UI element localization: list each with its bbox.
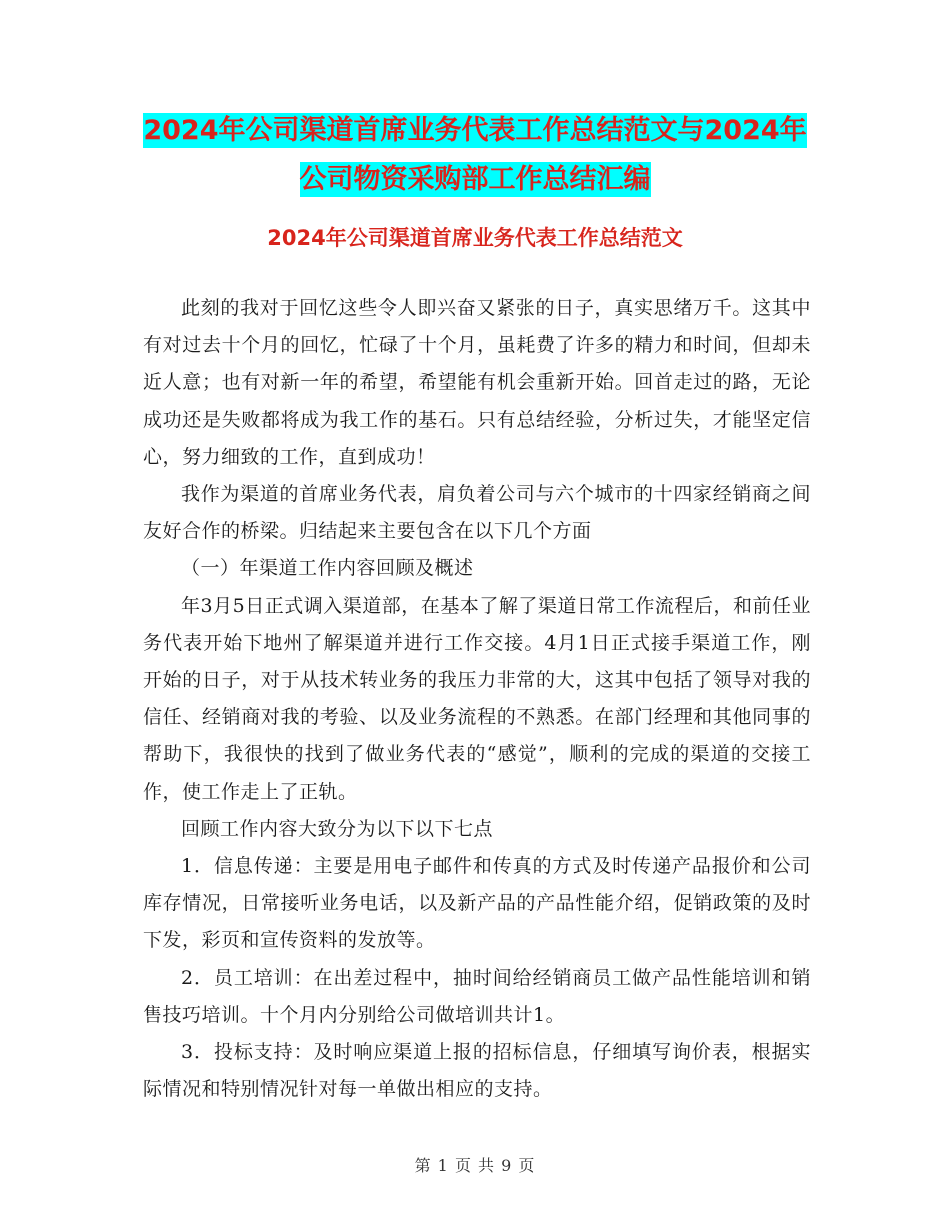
paragraph: 年3月5日正式调入渠道部，在基本了解了渠道日常工作流程后，和前任业务代表开始下地州了解渠道并进行工作交接。4月1日正式接手渠道工作，刚开始的日子，对于从技术转业务的我压力非常的大，这其中包括了领导对我的信任、经销商对我的考验、以及业务流程的不熟悉。在部门经理和其他同事的帮助下，我很快的找到了做业务代表的“感觉”，顺利的完成的渠道的交接工作，使工作走上了正轨。 <box>143 594 811 803</box>
section-heading: （一）年渠道工作内容回顾及概述 <box>181 557 474 580</box>
paragraph: 回顾工作内容大致分为以下以下七点 <box>181 817 494 840</box>
document-title <box>0 106 950 204</box>
list-item: 1．信息传递：主要是用电子邮件和传真的方式及时传递产品报价和公司库存情况，日常接听业务电话，以及新产品的产品性能介绍，促销政策的及时下发，彩页和宣传资料的发放等。 <box>143 855 811 952</box>
list-item: 3．投标支持：及时响应渠道上报的招标信息，仔细填写询价表，根据实际情况和特别情况针对每一单做出相应的支持。 <box>143 1041 811 1101</box>
list-item: 2．员工培训：在出差过程中，抽时间给经销商员工做产品性能培训和销售技巧培训。十个月内分别给公司做培训共计1。 <box>143 966 811 1026</box>
paragraph: 此刻的我对于回忆这些令人即兴奋又紧张的日子，真实思绪万千。这其中有对过去十个月的回忆，忙碌了十个月，虽耗费了许多的精力和时间，但却未近人意；也有对新一年的希望，希望能有机会重新开始。回首走过的路，无论成功还是失败都将成为我工作的基石。只有总结经验，分析过失，才能坚定信心，努力细致的工作，直到成功！ <box>143 297 811 468</box>
paragraph: 我作为渠道的首席业务代表，肩负着公司与六个城市的十四家经销商之间友好合作的桥梁。归结起来主要包含在以下几个方面 <box>143 483 811 543</box>
title-line-1: 2024年公司渠道首席业务代表工作总结范文与2024年 <box>143 115 807 146</box>
title-line-2: 公司物资采购部工作总结汇编 <box>299 164 651 195</box>
page-number: 第 1 页 共 9 页 <box>414 1156 536 1175</box>
document-body <box>143 290 811 1108</box>
section-title: 2024年公司渠道首席业务代表工作总结范文 <box>267 226 683 250</box>
